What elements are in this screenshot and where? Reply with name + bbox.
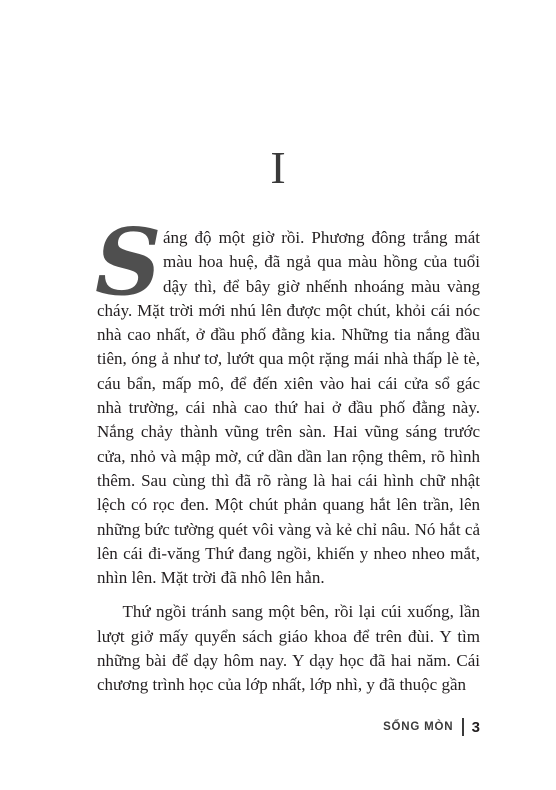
drop-cap-letter: S (95, 208, 162, 316)
body-text (95, 208, 480, 698)
paragraph-2-text: Thứ ngồi tránh sang một bên, rồi lại cúi xuống, lần lượt giở mấy quyển sách giáo khoa để trên đùi. Y tìm những bài để dạy hôm nay. Y dạy học đã hai năm. Cái chương trình học của lớp nhất, lớp nhì, y đã thuộc gần (97, 602, 480, 695)
page-footer (383, 718, 480, 736)
chapter-numeral: I (270, 142, 286, 193)
paragraph-1-text: áng độ một giờ rồi. Phương đông trắng mát màu hoa huệ, đã ngả qua màu hồng của tuổi dậy thì, để bây giờ nhếnh nhoáng màu vàng cháy. Mặt trời mới nhú lên được một chút, khỏi cái nóc nhà cao nhất, ở đầu phố đằng kia. Những tia nắng đầu tiên, óng ả như tơ, lướt qua một rặng mái nhà thấp lè tè, cáu bẩn, mấp mô, để đến xiên vào hai cái cửa sổ gác nhà trường, cái nhà cao thứ hai ở đầu phố đằng này. Nắng chảy thành vũng trên sàn. Hai vũng sáng trước cửa, nhỏ và mập mờ, cứ dần dần lan rộng thêm, rõ hình thêm. Sau cùng thì đã rõ ràng là hai cái hình chữ nhật lệch có rọc đen. Một chút phản quang hắt lên trần, lên những bức tường quét vôi vàng và kẻ chỉ nâu. Nó hắt cả lên cái đi-văng Thứ đang ngồi, khiến y nheo nheo mắt, nhìn lên. Mặt trời đã nhô lên hẳn. (97, 228, 480, 588)
paragraph-1 (95, 208, 480, 590)
page-number: 3 (471, 718, 480, 736)
paragraph-2 (97, 600, 480, 697)
running-head: SỐNG MÒN (383, 721, 454, 733)
footer-divider (462, 718, 463, 736)
